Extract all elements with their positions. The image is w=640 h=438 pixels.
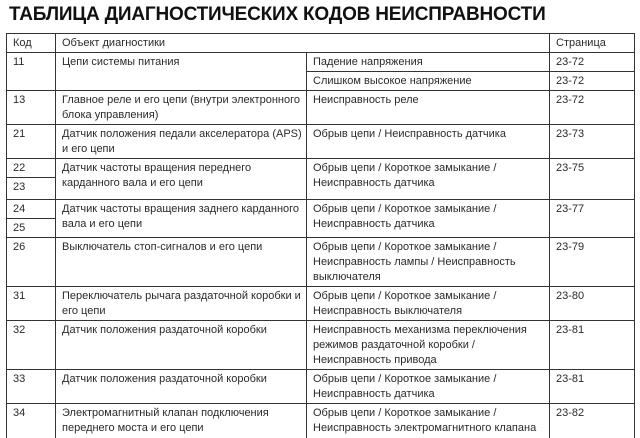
object-cell: Главное реле и его цепи (внутри электронного блока управления) [56,91,307,125]
object-cell: Датчик положения педали акселератора (APS) и его цепи [56,125,307,159]
code-cell: 26 [7,238,56,287]
desc-cell: Обрыв цепи / Короткое замыкание / Неисправность лампы / Неисправность выключателя [307,238,550,287]
code-cell: 22 [7,159,56,178]
object-cell: Датчик положения раздаточной коробки [56,321,307,370]
table-row [7,370,635,404]
page-cell: 23-81 [550,321,635,370]
object-cell: Датчик положения раздаточной коробки [56,370,307,404]
table-row [7,404,635,438]
object-cell: Выключатель стоп-сигналов и его цепи [56,238,307,287]
desc-cell: Обрыв цепи / Короткое замыкание / Неисправность датчика [307,200,550,238]
table-row [7,91,635,125]
desc-cell: Неисправность механизма переключения режимов раздаточной коробки / Неисправность привода [307,321,550,370]
page-cell: 23-81 [550,370,635,404]
table-row [7,125,635,159]
object-cell: Цепи системы питания [56,53,307,91]
table-row [7,287,635,321]
object-cell: Датчик частоты вращения заднего карданного вала и его цепи [56,200,307,238]
code-cell: 25 [7,219,56,238]
object-cell: Датчик частоты вращения переднего карданного вала и его цепи [56,159,307,200]
header-object: Объект диагностики [56,34,550,53]
header-page: Страница [550,34,635,53]
page-cell: 23-75 [550,159,635,200]
table-header [7,34,635,53]
desc-cell: Слишком высокое напряжение [307,72,550,91]
code-cell: 33 [7,370,56,404]
code-cell: 21 [7,125,56,159]
object-cell: Переключатель рычага раздаточной коробки и его цепи [56,287,307,321]
page-cell: 23-72 [550,91,635,125]
page-cell: 23-72 [550,53,635,72]
code-cell: 32 [7,321,56,370]
page-cell: 23-72 [550,72,635,91]
code-cell: 31 [7,287,56,321]
desc-cell: Неисправность реле [307,91,550,125]
desc-cell: Обрыв цепи / Короткое замыкание / Неисправность датчика [307,159,550,200]
page-cell: 23-82 [550,404,635,438]
desc-cell: Обрыв цепи / Короткое замыкание / Неисправность выключателя [307,287,550,321]
page-cell: 23-79 [550,238,635,287]
code-cell: 13 [7,91,56,125]
page-cell: 23-73 [550,125,635,159]
page-cell: 23-80 [550,287,635,321]
object-cell: Электромагнитный клапан подключения переднего моста и его цепи [56,404,307,438]
page-cell: 23-77 [550,200,635,238]
desc-cell: Обрыв цепи / Короткое замыкание / Неисправность электромагнитного клапана [307,404,550,438]
page-title: ТАБЛИЦА ДИАГНОСТИЧЕСКИХ КОДОВ НЕИСПРАВНОСТИ [9,4,546,25]
table-row [7,159,635,178]
desc-cell: Обрыв цепи / Неисправность датчика [307,125,550,159]
code-cell: 34 [7,404,56,438]
code-cell: 23 [7,178,56,200]
desc-cell: Падение напряжения [307,53,550,72]
desc-cell: Обрыв цепи / Короткое замыкание / Неисправность датчика [307,370,550,404]
table-row [7,238,635,287]
table-row [7,321,635,370]
header-code: Код [7,34,56,53]
diagnostic-codes-table [6,33,635,438]
code-cell: 24 [7,200,56,219]
table-row [7,53,635,72]
table-row [7,200,635,219]
code-cell: 11 [7,53,56,91]
